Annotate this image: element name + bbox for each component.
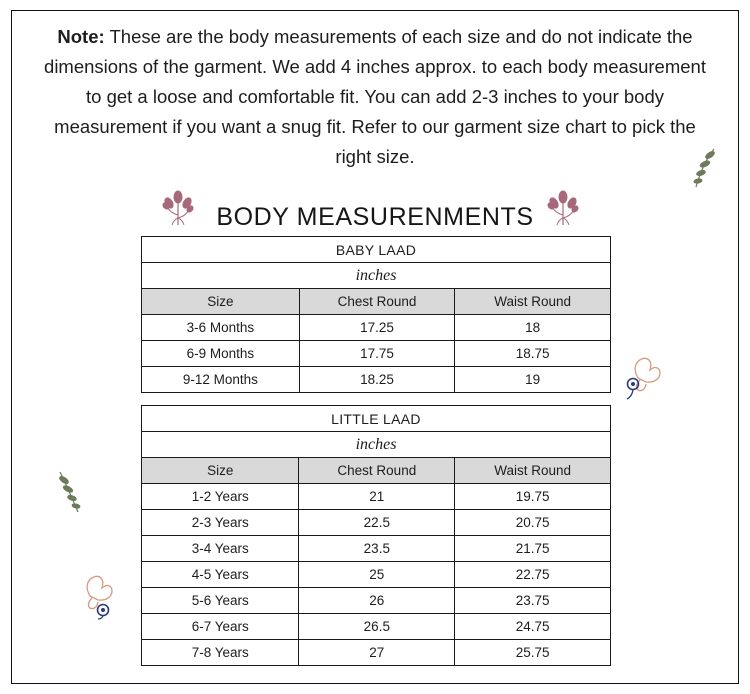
table-row: [142, 367, 611, 393]
table-unit-row: [142, 263, 611, 289]
cell-waist: 21.75: [455, 536, 611, 562]
table-name: BABY LAAD: [142, 237, 611, 263]
table-row: [142, 510, 611, 536]
table-row: [142, 536, 611, 562]
column-header-size: Size: [142, 289, 300, 315]
cell-waist: 24.75: [455, 614, 611, 640]
cell-size: 6-7 Years: [142, 614, 299, 640]
cell-chest: 17.25: [299, 315, 455, 341]
cell-size: 9-12 Months: [142, 367, 300, 393]
cell-chest: 23.5: [299, 536, 455, 562]
cell-chest: 26: [299, 588, 455, 614]
column-header-size: Size: [142, 458, 299, 484]
cell-waist: 20.75: [455, 510, 611, 536]
table-row: [142, 562, 611, 588]
table-title-row: [142, 237, 611, 263]
cell-size: 3-6 Months: [142, 315, 300, 341]
table-row: [142, 614, 611, 640]
cell-waist: 18: [455, 315, 611, 341]
column-header-chest: Chest Round: [299, 458, 455, 484]
cell-chest: 26.5: [299, 614, 455, 640]
table-row: [142, 341, 611, 367]
page-title: BODY MEASURENMENTS: [216, 202, 534, 231]
cell-size: 3-4 Years: [142, 536, 299, 562]
little-laad-table: [141, 405, 611, 666]
table-row: [142, 315, 611, 341]
cell-waist: 18.75: [455, 341, 611, 367]
cell-size: 4-5 Years: [142, 562, 299, 588]
cell-waist: 23.75: [455, 588, 611, 614]
cell-chest: 27: [299, 640, 455, 666]
note-body: These are the body measurements of each size and do not indicate the dimensions of the garment. We add 4 inches approx. to each body measurement to get a loose and comfortable fit. You can add 2-3 inches to your body measurement if you want a snug fit. Refer to our garment size chart to pick the right size.: [44, 26, 706, 167]
note-text: [40, 22, 710, 172]
table-header-row: [142, 458, 611, 484]
table-title-row: [142, 406, 611, 432]
cell-waist: 25.75: [455, 640, 611, 666]
table-unit: inches: [142, 432, 611, 458]
cell-size: 7-8 Years: [142, 640, 299, 666]
table-row: [142, 588, 611, 614]
column-header-waist: Waist Round: [455, 289, 611, 315]
cell-waist: 19: [455, 367, 611, 393]
cell-chest: 25: [299, 562, 455, 588]
cell-chest: 18.25: [299, 367, 455, 393]
column-header-waist: Waist Round: [455, 458, 611, 484]
cell-size: 1-2 Years: [142, 484, 299, 510]
table-unit-row: [142, 432, 611, 458]
table-row: [142, 484, 611, 510]
table-unit: inches: [142, 263, 611, 289]
table-header-row: [142, 289, 611, 315]
cell-chest: 22.5: [299, 510, 455, 536]
cell-size: 2-3 Years: [142, 510, 299, 536]
cell-size: 6-9 Months: [142, 341, 300, 367]
column-header-chest: Chest Round: [299, 289, 455, 315]
cell-chest: 17.75: [299, 341, 455, 367]
cell-chest: 21: [299, 484, 455, 510]
note-label: Note:: [57, 26, 105, 47]
cell-waist: 19.75: [455, 484, 611, 510]
cell-size: 5-6 Years: [142, 588, 299, 614]
table-name: LITTLE LAAD: [142, 406, 611, 432]
baby-laad-table: [141, 236, 611, 393]
table-row: [142, 640, 611, 666]
cell-waist: 22.75: [455, 562, 611, 588]
